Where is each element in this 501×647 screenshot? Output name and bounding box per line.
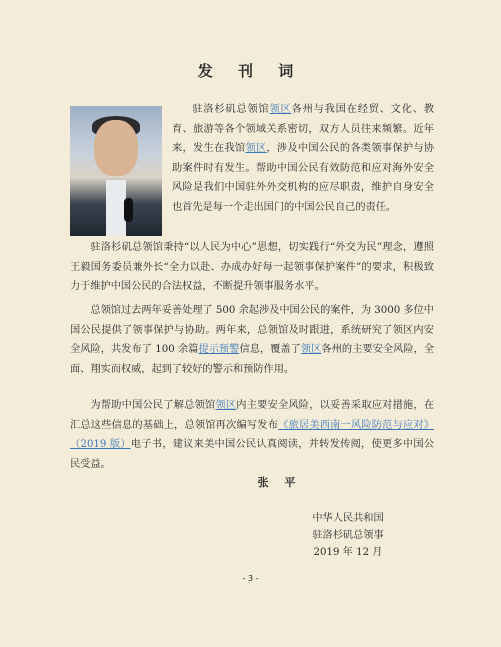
- page-title: 发 刊 词: [197, 62, 304, 80]
- ebook-link[interactable]: 《旅居美西南一风险防范与应对》（2019 版）: [70, 419, 434, 451]
- signature-date: 2019 年 12 月: [313, 547, 383, 558]
- photo-shirt: [106, 180, 126, 236]
- district-link-2[interactable]: 领区: [245, 143, 267, 155]
- signature-org-title: 驻洛杉矶总领事: [312, 530, 384, 541]
- text-span: 驻洛杉矶总领馆: [192, 104, 270, 115]
- text-span: 各州的主要安全风险，全面、翔实而权威，起到了较好的警示和预防作用。: [70, 344, 435, 375]
- text-span: 内主要安全风险，以妥善采取应对措施，在汇总这些信息的基础上，总领馆再次编写发布: [70, 400, 435, 431]
- text-span: 为帮助中国公民了解总领馆: [90, 400, 216, 411]
- signature-block: [308, 510, 388, 561]
- consul-general-photo: [70, 106, 162, 236]
- district-link-1[interactable]: 领区: [269, 104, 292, 115]
- text-span: ，涉及中国公民的各类领事保护与协助案件时有发生。帮助中国公民有效防范和应对海外安全风险是我们中国驻外外交机构的应尽职责，维护自身安全也首先是每一个走出国门的中国公民自己的责任。: [172, 143, 435, 213]
- paragraph-1b: 驻洛杉矶总领馆秉持“以人民为中心”思想，切实践行“外交为民”理念，遵照王毅国务委员兼外长“全力以赴、办成办好每一起领事保护案件”的要求，积极致力于维护中国公民的合法权益，不断提升领事服务水平。: [70, 242, 434, 293]
- alert-link[interactable]: 提示预警: [198, 344, 240, 356]
- photo-head: [94, 120, 138, 176]
- paragraph-3: [70, 396, 434, 474]
- text-span: 信息，覆盖了: [239, 344, 301, 356]
- signature-name: 张 平: [257, 476, 302, 489]
- paragraph-2: [70, 301, 434, 379]
- text-span: 各州与我国在经贸、文化、教育、旅游等各个领域关系密切，双方人员往来频繁。近年来，发生在我馆: [172, 104, 435, 155]
- district-link-3[interactable]: 领区: [300, 344, 322, 356]
- district-link-4[interactable]: 领区: [215, 400, 237, 411]
- paragraph-1: [172, 100, 434, 218]
- text-span: 总领馆过去两年妥善处理了 500 余起涉及中国公民的案件，为 3000 多位中国公民提供了领事保护与协助。两年来，总领馆及时跟进，系统研究了领区内安全风险，共发布了 100 余篇: [70, 305, 434, 356]
- signature-org-country: 中华人民共和国: [312, 513, 384, 524]
- page-number: - 3 -: [242, 574, 259, 583]
- text-span: 电子书，建议来美中国公民认真阅读，并转发传阅，使更多中国公民受益。: [70, 439, 435, 470]
- microphone-icon: [124, 198, 133, 222]
